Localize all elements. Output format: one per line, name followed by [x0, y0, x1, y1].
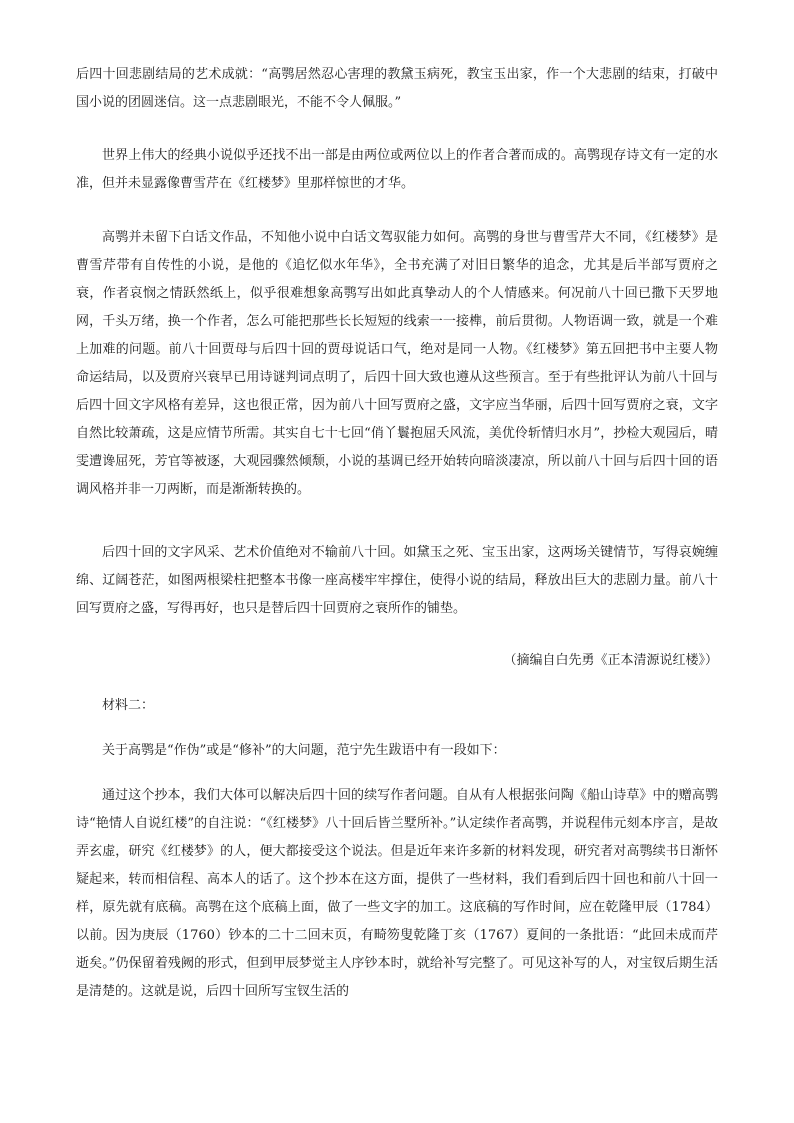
- source-citation: （摘编自白先勇《正本清源说红楼》）: [503, 653, 718, 668]
- paragraph-tragedy-quote: 后四十回悲剧结局的艺术成就：“高鹗居然忍心害理的教黛玉病死，教宝玉出家，作一个大悲剧的结束，打破中国小说的团圆迷信。这一点悲剧眼光，不能不令人佩服。”: [76, 67, 718, 110]
- paragraph-gao-e-vernacular: 高鹗并未留下白话文作品，不知他小说中白话文驾驭能力如何。高鹗的身世与曹雪芹大不同，《红楼梦》是曹雪芹带有自传性的小说，是他的《追忆似水年华》，全书充满了对旧日繁华的追念，尤其是后半部写贾府之衰，作者哀悯之情跃然纸上，似乎很难想象高鹗写出如此真挚动人的个人情感来。何况前八十回已撒下天罗地网，千头万绪，换一个作者，怎么可能把那些长长短短的线索一一接榫，前后贯彻。人物语调一致，就是一个难上加难的问题。前八十回贾母与后四十回的贾母说话口气，绝对是同一人物。《红楼梦》第五回把书中主要人物命运结局，以及贾府兴衰早已用诗谜判词点明了，后四十回大致也遵从这些预言。至于有些批评认为前八十回与后四十回文字风格有差异，这也很正常，因为前八十回写贾府之盛，文字应当华丽，后四十回写贾府之衰，文字自然比较萧疏，这是应情节所需。其实自七十七回“俏丫鬟抱屈夭风流，美优伶斩情归水月”，抄检大观园后，晴雯遭谗屈死，芳官等被逐，大观园骤然倾颓，小说的基调已经开始转向暗淡凄凉，所以前八十回与后四十回的语调风格并非一刀两断，而是渐渐转换的。: [76, 230, 718, 497]
- paragraph-fan-ning-intro: 关于高鹗是“作伪”或是“修补”的大问题，范宁先生跋语中有一段如下：: [102, 743, 506, 758]
- paragraph-coauthors: 世界上伟大的经典小说似乎还找不出一部是由两位或两位以上的作者合著而成的。高鹗现存诗文有一定的水准，但并未显露像曹雪芹在《红楼梦》里那样惊世的才华。: [76, 148, 718, 191]
- section-heading-material-two: 材料二：: [102, 698, 155, 713]
- paragraph-manuscript-analysis: 通过这个抄本，我们大体可以解决后四十回的续写作者问题。自从有人根据张问陶《船山诗草》中的赠高鹗诗“艳情人自说红楼”的自注说：“《红楼梦》八十回后皆兰墅所补。”认定续作者高鹗，并说程伟元刻本序言，是故弄玄虚，研究《红楼梦》的人，便大都接受这个说法。但是近年来许多新的材料发现，研究者对高鹗续书日渐怀疑起来，转而相信程、高本人的话了。这个抄本在这方面，提供了一些材料，我们看到后四十回也和前八十回一样，原先就有底稿。高鹗在这个底稿上面，做了一些文字的加工。这底稿的写作时间，应在乾隆甲辰（1784）以前。因为庚辰（1760）钞本的二十二回末页，有畸笏叟乾隆丁亥（1767）夏间的一条批语：“此回未成而芹逝矣。”仍保留着残阙的形式，但到甲辰梦觉主人序钞本时，就给补写完整了。可见这补写的人，对宝钗后期生活是清楚的。这就是说，后四十回所写宝钗生活的: [76, 788, 718, 999]
- paragraph-later-chapters-merit: 后四十回的文字风采、艺术价值绝对不输前八十回。如黛玉之死、宝玉出家，这两场关键情节，写得哀婉缠绵、辽阔苍茫，如图两根梁柱把整本书像一座高楼牢牢撑住，使得小说的结局，释放出巨大的悲剧力量。前八十回写贾府之盛，写得再好，也只是替后四十回贾府之衰所作的铺垫。: [76, 545, 718, 616]
